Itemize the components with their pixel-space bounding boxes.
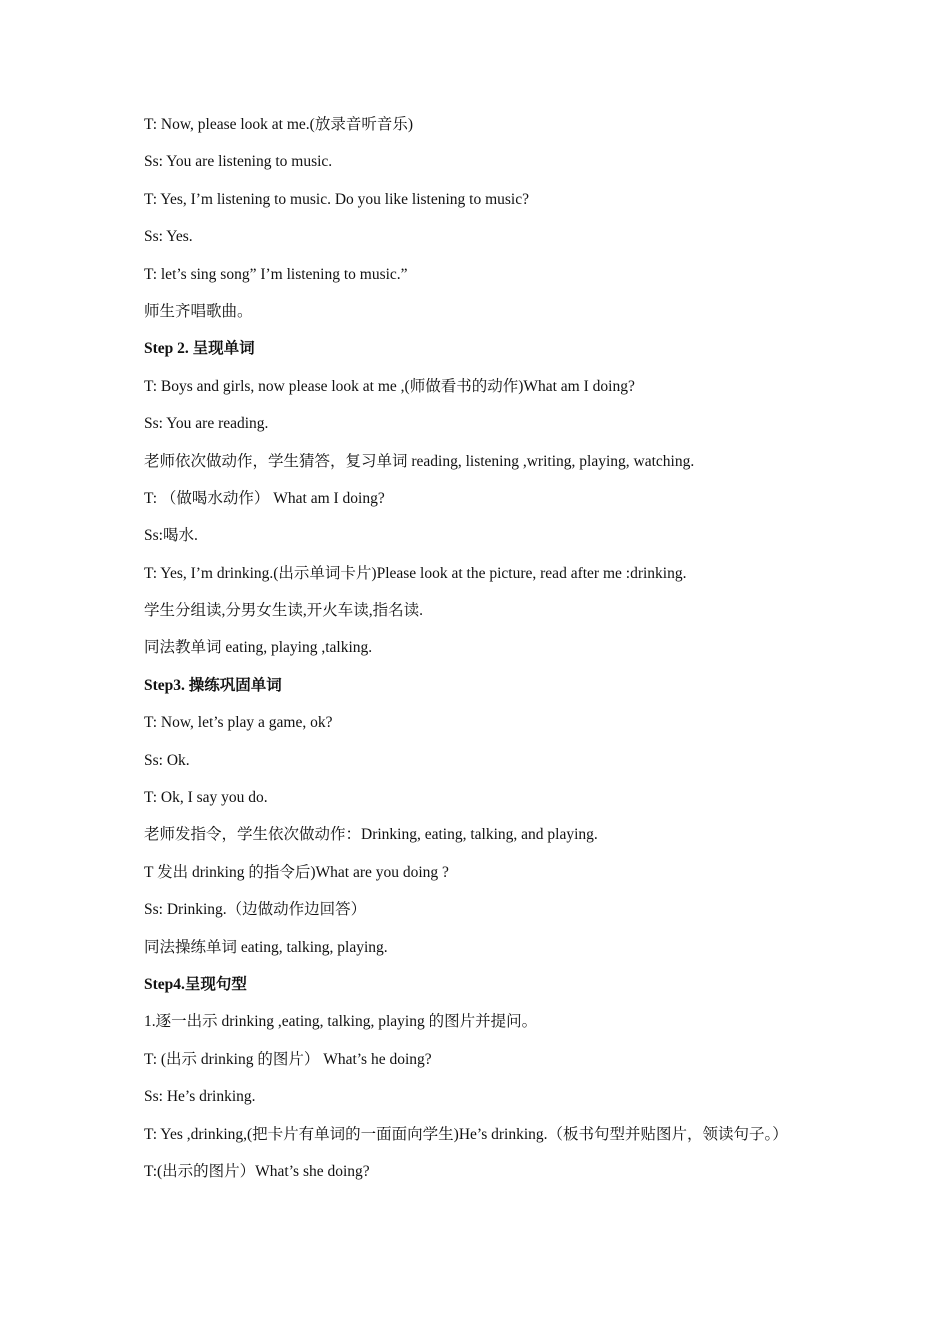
dialogue-line: T: Now, let’s play a game, ok? [144,714,333,732]
step-heading: Step4.呈现句型 [144,975,247,993]
dialogue-line: T: let’s sing song” I’m listening to music.” [144,265,408,283]
step-heading: Step3. 操练巩固单词 [144,676,282,694]
dialogue-line: T: Yes, I’m listening to music. Do you like listening to music? [144,190,529,208]
dialogue-line: T: Now, please look at me.(放录音听音乐) [144,116,413,133]
dialogue-line: Ss: Drinking.（边做动作边回答） [144,901,367,919]
dialogue-line: T: Boys and girls, now please look at me ,(师做看书的动作)What am I doing? [144,377,635,395]
instruction-line: 同法教单词 eating, playing ,talking. [144,639,373,657]
instruction-line: 同法操练单词 eating, talking, playing. [144,938,388,956]
dialogue-line: T 发出 drinking 的指令后)What are you doing ? [144,863,449,881]
instruction-line: 老师发指令，学生依次做动作：Drinking, eating, talking, and playing. [144,826,598,844]
dialogue-line: T:(出示的图片）What’s she doing? [144,1162,370,1180]
dialogue-line: T: (出示 drinking 的图片） What’s he doing? [144,1050,432,1068]
lesson-plan-text [144,114,814,1198]
instruction-line: 老师依次做动作，学生猜答，复习单词 reading, listening ,writing, playing, watching. [144,452,695,470]
dialogue-line: Ss: Ok. [144,751,190,769]
dialogue-line: Ss: He’s drinking. [144,1088,256,1106]
step-heading: Step 2. 呈现单词 [144,340,255,358]
dialogue-line: Ss: You are reading. [144,415,269,433]
dialogue-line: Ss:喝水. [144,527,198,545]
instruction-line: 1.逐一出示 drinking ,eating, talking, playing 的图片并提问。 [144,1013,538,1031]
dialogue-line: T: Yes, I’m drinking.(出示单词卡片)Please look at the picture, read after me :drinking. [144,564,687,582]
instruction-line: 师生齐唱歌曲。 [144,302,253,320]
dialogue-line: T: （做喝水动作） What am I doing? [144,489,385,507]
dialogue-line: Ss: You are listening to music. [144,153,333,171]
dialogue-line: T: Yes ,drinking,(把卡片有单词的一面面向学生)He’s drinking.（板书句型并贴图片，领读句子。） [144,1125,788,1143]
instruction-line: 学生分组读,分男女生读,开火车读,指名读. [144,602,424,620]
dialogue-line: T: Ok, I say you do. [144,789,268,807]
dialogue-line: Ss: Yes. [144,228,193,246]
